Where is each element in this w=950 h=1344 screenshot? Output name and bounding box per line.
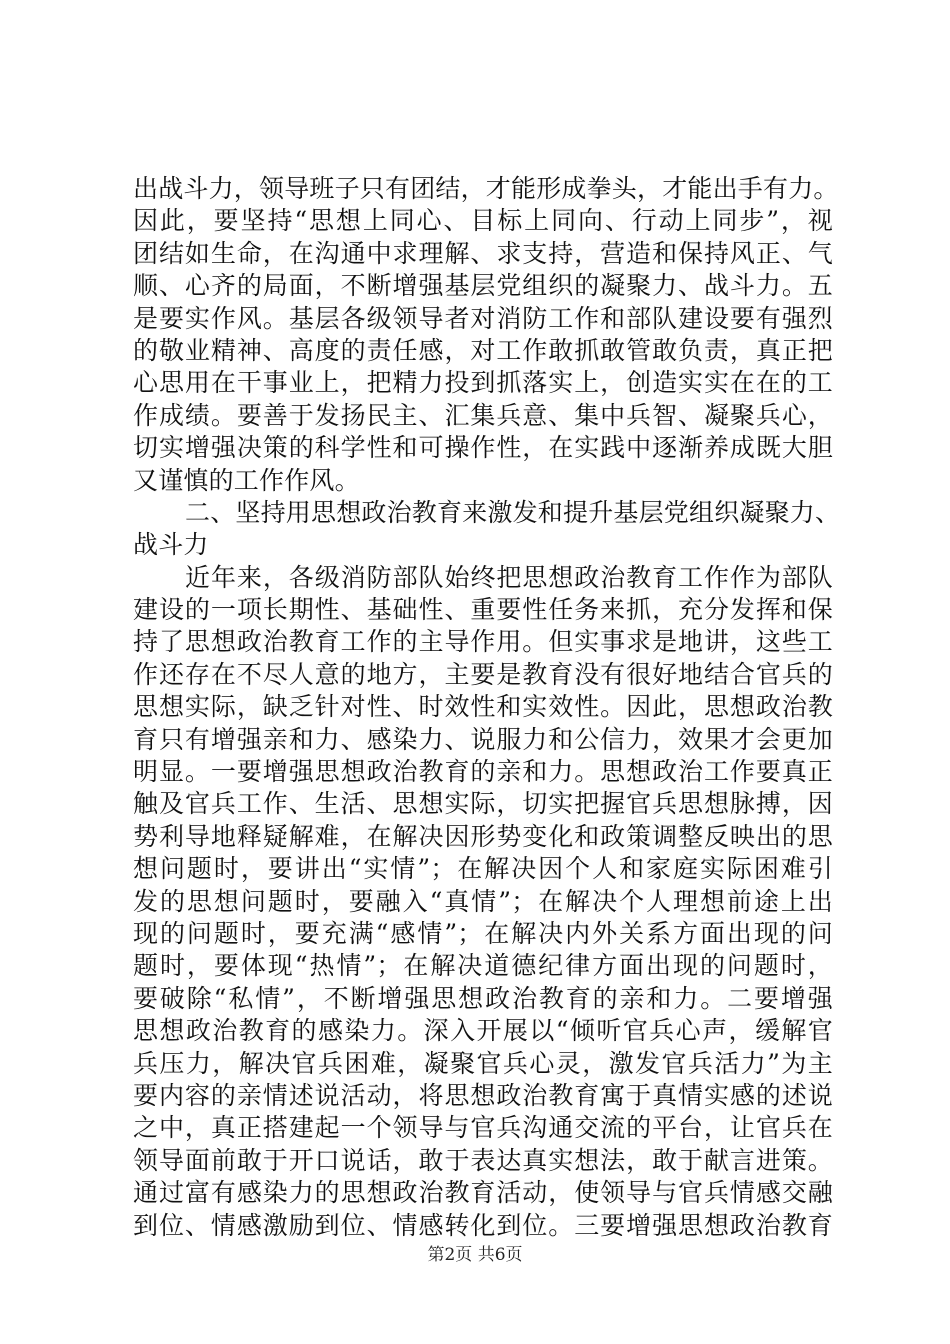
text-line: 之中，真正搭建起一个领导与官兵沟通交流的平台，让官兵在 xyxy=(133,1113,833,1143)
text-line: 势利导地释疑解难，在解决因形势变化和政策调整反映出的思 xyxy=(133,821,833,851)
text-line: 建设的一项长期性、基础性、重要性任务来抓，充分发挥和保 xyxy=(133,595,833,625)
text-line: 思想实际，缺乏针对性、时效性和实效性。因此，思想政治教 xyxy=(133,692,833,722)
page-footer xyxy=(0,1240,950,1265)
text-line: 到位、情感激励到位、情感转化到位。三要增强思想政治教育 xyxy=(133,1210,833,1240)
text-line: 团结如生命，在沟通中求理解、求支持，营造和保持风正、气 xyxy=(133,238,833,268)
paragraph-body xyxy=(133,562,833,1242)
text-line: 领导面前敢于开口说话，敢于表达真实想法，敢于献言进策。 xyxy=(133,1145,833,1175)
text-line: 顺、心齐的局面，不断增强基层党组织的凝聚力、战斗力。五 xyxy=(133,271,833,301)
text-line: 是要实作风。基层各级领导者对消防工作和部队建设要有强烈 xyxy=(133,303,833,333)
text-line: 要破除“私情”，不断增强思想政治教育的亲和力。二要增强 xyxy=(133,983,833,1013)
text-line: 触及官兵工作、生活、思想实际，切实把握官兵思想脉搏，因 xyxy=(133,789,833,819)
text-line: 的敬业精神、高度的责任感，对工作敢抓敢管敢负责，真正把 xyxy=(133,335,833,365)
text-line: 又谨慎的工作作风。 xyxy=(133,465,360,495)
text-line: 明显。一要增强思想政治教育的亲和力。思想政治工作要真正 xyxy=(133,757,833,787)
paragraph-continued xyxy=(133,173,839,497)
page-number: 第2页 共6页 xyxy=(427,1245,523,1265)
text-line: 作还存在不尽人意的地方，主要是教育没有很好地结合官兵的 xyxy=(133,659,833,689)
heading-line: 二、坚持用思想政治教育来激发和提升基层党组织凝聚力、 xyxy=(185,497,841,527)
heading-line: 战斗力 xyxy=(133,530,209,560)
text-line: 切实增强决策的科学性和可操作性，在实践中逐渐养成既大胆 xyxy=(133,433,833,463)
text-line: 育只有增强亲和力、感染力、说服力和公信力，效果才会更加 xyxy=(133,724,833,754)
text-line: 持了思想政治教育工作的主导作用。但实事求是地讲，这些工 xyxy=(133,627,833,657)
text-line: 因此，要坚持“思想上同心、目标上同向、行动上同步”，视 xyxy=(133,206,833,236)
text-line: 思想政治教育的感染力。深入开展以“倾听官兵心声，缓解官 xyxy=(133,1016,833,1046)
text-line: 作成绩。要善于发扬民主、汇集兵意、集中兵智、凝聚兵心， xyxy=(133,400,833,430)
document-body xyxy=(133,173,841,1242)
text-line: 兵压力，解决官兵困难，凝聚官兵心灵，激发官兵活力”为主 xyxy=(133,1048,833,1078)
text-line: 通过富有感染力的思想政治教育活动，使领导与官兵情感交融 xyxy=(133,1178,833,1208)
text-line: 近年来，各级消防部队始终把思想政治教育工作作为部队 xyxy=(185,562,833,592)
text-line: 想问题时，要讲出“实情”；在解决因个人和家庭实际困难引 xyxy=(133,854,833,884)
section-heading xyxy=(133,497,841,562)
text-line: 心思用在干事业上，把精力投到抓落实上，创造实实在在的工 xyxy=(133,368,833,398)
text-line: 发的思想问题时，要融入“真情”；在解决个人理想前途上出 xyxy=(133,886,833,916)
text-line: 要内容的亲情述说活动，将思想政治教育寓于真情实感的述说 xyxy=(133,1080,833,1110)
text-line: 出战斗力，领导班子只有团结，才能形成拳头，才能出手有力。 xyxy=(133,174,839,203)
text-line: 现的问题时，要充满“感情”；在解决内外关系方面出现的问 xyxy=(133,918,833,948)
text-line: 题时，要体现“热情”；在解决道德纪律方面出现的问题时， xyxy=(133,951,833,981)
